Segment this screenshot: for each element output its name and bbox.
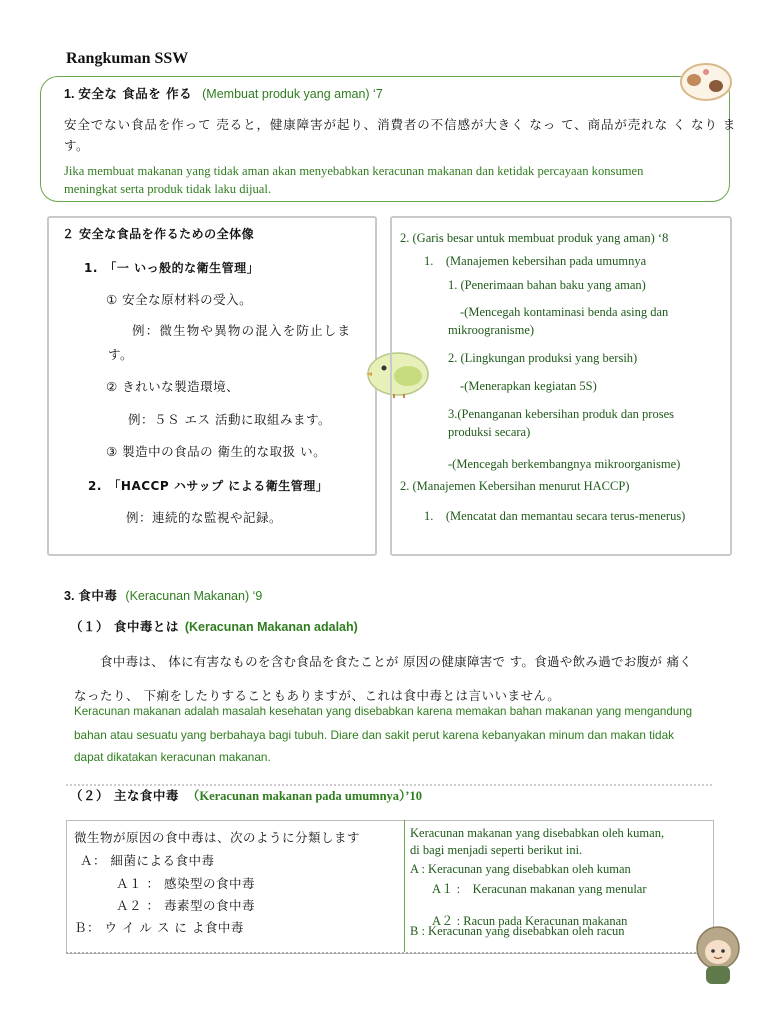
- section2-right-sub1-note-a: -(Mencegah kontaminasi benda asing dan: [460, 305, 669, 319]
- section3-left-a1: Ａ１ ： 感染型の食中毒: [116, 876, 255, 891]
- section3-left-a: Ａ： 細菌による食中毒: [80, 853, 215, 868]
- section3-right-a: A : Keracunan yang disebabkan oleh kuman: [410, 862, 631, 876]
- section2-left-point2: ② きれいな製造環境、: [106, 379, 240, 394]
- section2-right-item1: 1. (Manajemen kebersihan pada umumnya: [424, 254, 647, 268]
- section3-sub1-heading: [70, 617, 358, 635]
- section2-right-item2: 2. (Manajemen Kebersihan menurut HACCP): [400, 479, 630, 493]
- section1-heading-id: (Membuat produk yang aman) ‘7: [202, 87, 383, 101]
- section3-id-line1: Keracunan makanan adalah masalah kesehatan yang disebabkan karena memakan bahan makanan yang mengandung: [74, 705, 693, 718]
- section1-id-line1: Jika membuat makanan yang tidak aman akan menyebabkan keracunan makanan dan ketidak percayaan konsumen: [64, 164, 644, 178]
- section2-left-example3: 例：連続的な監視や記録。: [126, 510, 283, 525]
- section2-left-heading: ２ 安全な食品を作るための全体像: [62, 227, 255, 241]
- section2-left-item2: 2. 「HACCP ハサップ による衛生管理」: [88, 479, 329, 493]
- section1-jp-line1: 安全でない食品を作って 売ると，健康障害が起り、消費者の不信感が大きく なっ て、商品が売れな く なり ま: [64, 117, 737, 132]
- section3-right-intro2: di bagi menjadi seperti berikut ini.: [410, 843, 583, 857]
- section2-right-sub1-note-b: mikroogranisme): [448, 323, 535, 337]
- section3-id-line3: dapat dikatakan keracunan makanan.: [74, 750, 271, 764]
- section2-left-example1a: 例：微生物や異物の混入を防止しま: [132, 323, 352, 338]
- section2-right-sub1: 1. (Penerimaan bahan baku yang aman): [448, 278, 646, 292]
- section2-right-sub2: 2. (Lingkungan produksi yang bersih): [448, 351, 638, 365]
- section3-sub1-jp: （１） 食中毒とは: [70, 619, 179, 634]
- section2-left-example2: 例：５Ｓ エス 活動に取組みます。: [128, 412, 331, 427]
- section3-sub1-id: (Keracunan Makanan adalah): [184, 620, 358, 634]
- section3-jp-line1: 食中毒は、 体に有害なものを含む食品を食たことが 原因の健康障害で す。食過や飲み過でお腹が 痛く: [100, 654, 693, 669]
- section2-left-point1: ① 安全な原材料の受入。: [106, 292, 253, 307]
- section3-right-intro1: Keracunan makanan yang disebabkan oleh kuman,: [410, 826, 665, 840]
- decorative-sticker-icon: [676, 58, 736, 106]
- section3-right-b: B : Keracunan yang disebabkan oleh racun: [410, 924, 625, 938]
- section2-left-example1b: す。: [108, 347, 134, 362]
- section3-heading: [64, 586, 262, 604]
- section3-left-b: Ｂ： ウ イ ル ス に よ食中毒: [74, 920, 244, 935]
- character-sticker-icon: [690, 924, 746, 988]
- section3-sub2-jp: （２） 主な食中毒: [70, 788, 179, 803]
- section3-sub2-id: （Keracunan makanan pada umumnya）’10: [186, 789, 422, 803]
- section2-left-item1: 1. 「一 いっ般的な衛生管理」: [84, 261, 260, 275]
- section2-left-point3: ③ 製造中の食品の 衛生的な取扱 い。: [106, 444, 327, 459]
- section3-number: 3.: [64, 589, 75, 603]
- section3-right-a1: A１ : Keracunan makanan yang menular: [432, 882, 647, 896]
- section1-number: 1.: [64, 87, 75, 101]
- section3-left-a2: Ａ２ ： 毒素型の食中毒: [116, 898, 255, 913]
- section3-heading-id: (Keracunan Makanan) ‘9: [125, 589, 263, 603]
- section2-right-heading: 2. (Garis besar untuk membuat produk yang aman) ‘8: [400, 231, 669, 245]
- document-title: Rangkuman SSW: [66, 50, 189, 67]
- section3-right-a2: A２ : Racun pada Keracunan makanan: [432, 914, 628, 928]
- section2-right-sub2-note: -(Menerapkan kegiatan 5S): [460, 379, 597, 393]
- section2-right-sub3b: produksi secara): [448, 425, 531, 439]
- section3-left-intro: 微生物が原因の食中毒は、次のように分類します: [74, 830, 361, 845]
- section2-right-item2-sub: 1. (Mencatat dan memantau secara terus-menerus): [424, 509, 686, 523]
- section3-id-line2: bahan atau sesuatu yang berbahaya bagi tubuh. Diare dan sakit perut karena kebanyakan minum dan makan tidak: [74, 728, 675, 742]
- section3-column-divider: [404, 820, 405, 952]
- section3-divider-dotted-bottom: [66, 952, 712, 954]
- section2-right-sub3-note: -(Mencegah berkembangnya mikroorganisme): [448, 457, 681, 471]
- section1-id-line2: meningkat serta produk tidak laku dijual.: [64, 182, 272, 196]
- section1-heading: [64, 84, 383, 102]
- section1-heading-jp: 安全な 食品を 作る: [78, 86, 193, 101]
- section3-sub2-heading: [70, 786, 422, 804]
- section2-right-sub3a: 3.(Penanganan kebersihan produk dan proses: [448, 407, 674, 421]
- section3-jp-line2: なったり、 下痢をしたりすることもありますが、これは食中毒とは言いいません。: [74, 688, 561, 703]
- section1-jp-line2: す。: [64, 138, 90, 153]
- section3-heading-jp: 食中毒: [78, 588, 118, 603]
